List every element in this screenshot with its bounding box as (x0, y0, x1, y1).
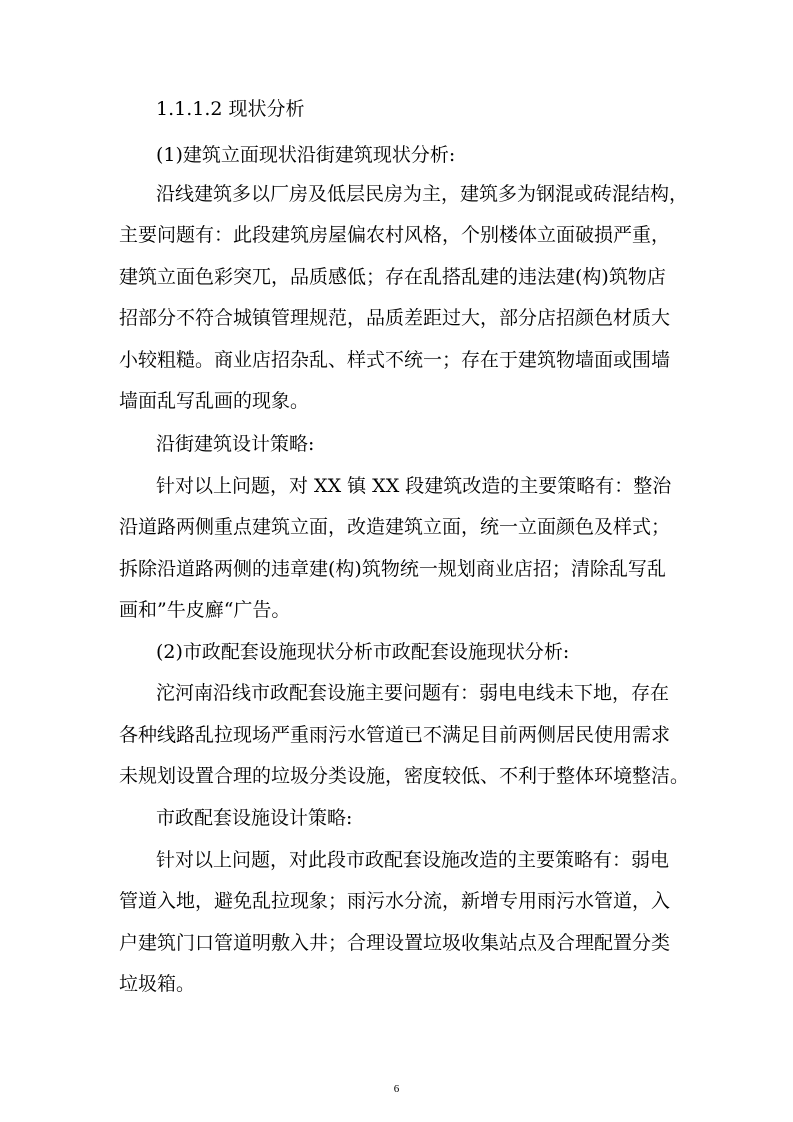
page-number: 6 (393, 1083, 400, 1095)
subsection-heading-municipal: (2)市政配套设施现状分析市政配套设施现状分析: (156, 641, 570, 663)
paragraph-line: 针对以上问题，对 XX 镇 XX 段建筑改造的主要策略有：整治 (156, 475, 672, 497)
paragraph-line: 管道入地，避免乱拉现象；雨污水分流，新增专用雨污水管道，入 (119, 890, 671, 912)
paragraph-line: 招部分不符合城镇管理规范，品质差距过大，部分店招颜色材质大 (119, 307, 671, 329)
paragraph-line: 主要问题有：此段建筑房屋偏农村风格，个别楼体立面破损严重， (119, 224, 671, 246)
paragraph-line: 沿道路两侧重点建筑立面，改造建筑立面，统一立面颜色及样式； (119, 516, 671, 538)
paragraph-line: 画和”牛皮廯“广告。 (119, 599, 291, 621)
paragraph-line: 沿线建筑多以厂房及低层民房为主，建筑多为钢混或砖混结构， (156, 183, 689, 205)
paragraph-line: 沱河南沿线市政配套设施主要问题有：弱电电线未下地，存在 (156, 682, 670, 704)
section-heading: 1.1.1.2 现状分析 (156, 98, 305, 120)
paragraph-line: 拆除沿道路两侧的违章建(构)筑物统一规划商业店招；清除乱写乱 (119, 558, 666, 580)
strategy-heading-buildings: 沿街建筑设计策略: (156, 433, 315, 455)
paragraph-line: 未规划设置合理的垃圾分类设施，密度较低、不利于整体环境整洁。 (119, 765, 690, 787)
strategy-heading-municipal: 市政配套设施设计策略: (156, 807, 353, 829)
paragraph-line: 针对以上问题，对此段市政配套设施改造的主要策略有：弱电 (156, 849, 670, 871)
paragraph-line: 各种线路乱拉现场严重雨污水管道已不满足目前两侧居民使用需求 (119, 724, 671, 746)
paragraph-line: 墙面乱写乱画的现象。 (119, 390, 310, 412)
paragraph-line: 户建筑门口管道明敷入井；合理设置垃圾收集站点及合理配置分类 (119, 932, 671, 954)
paragraph-line: 建筑立面色彩突兀，品质感低；存在乱搭乱建的违法建(构)筑物店 (119, 266, 666, 288)
paragraph-line: 小较粗糙。商业店招杂乱、样式不统一；存在于建筑物墙面或围墙 (119, 349, 671, 371)
paragraph-line: 垃圾箱。 (119, 973, 196, 995)
subsection-heading-building-facade: (1)建筑立面现状沿街建筑现状分析: (156, 144, 456, 166)
